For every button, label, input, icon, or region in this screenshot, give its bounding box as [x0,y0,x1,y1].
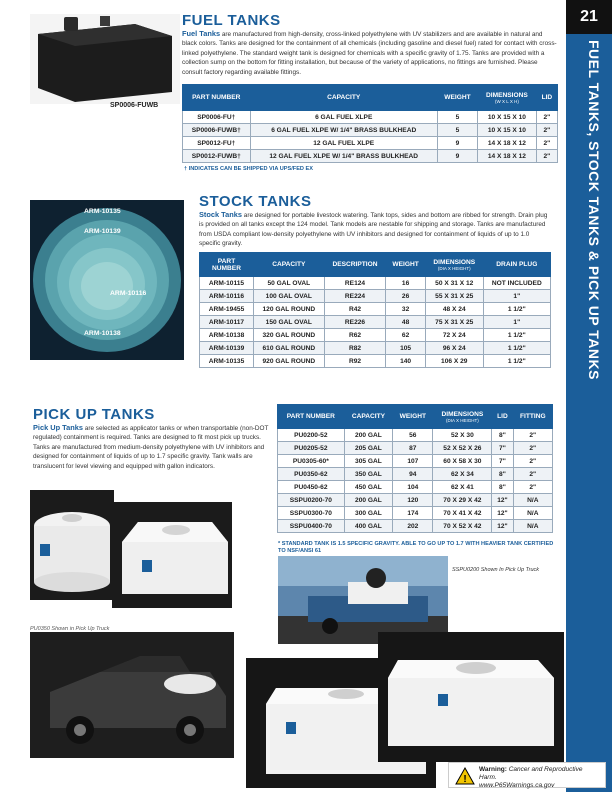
table-row [278,455,553,468]
stock-label-10135: ARM-10135 [84,208,121,215]
cell: 12 GAL FUEL XLPE [250,137,437,150]
cell: PU0205-52 [278,442,345,455]
cell: 2" [513,429,552,442]
cell: 106 X 29 [425,355,483,368]
cell: 52 X 30 [433,429,492,442]
cell: 2" [536,111,557,124]
cell: 120 [393,494,433,507]
cell: SP0006-FUWB† [183,124,251,137]
cell: 70 X 29 X 42 [433,494,492,507]
pickup-col-weight: WEIGHT [393,405,433,429]
fuel-image-label: SP0006-FUWB [110,102,159,109]
fuel-col-dimensions [478,85,537,111]
cell: 1 1/2" [483,342,550,355]
cell: RE224 [324,290,386,303]
cell: 75 X 31 X 25 [425,316,483,329]
pickup-col-lid: LID [492,405,513,429]
stock-col-drain: DRAIN PLUG [483,253,550,277]
cell: 2" [513,455,552,468]
warning-triangle-icon [455,767,475,785]
cell: ARM-10139 [200,342,254,355]
stock-text: are designed for portable livestock watering. Tank tops, sides and bottom are ribbed for strength. Drain plug is provided on all tanks except the 124 model. Tank models are nestable for shipping and storage. Tanks are manufactured from USDA compliant low-density polyethylene with UV inhibitors and designed for containment of liquids of up to 1.0 specific gravity. [199,212,548,248]
cell: PU0305-60* [278,455,345,468]
cell: R82 [324,342,386,355]
fuel-dim-label: DIMENSIONS [486,91,528,99]
cell: 32 [386,303,426,316]
table-row [278,481,553,494]
cell: 6 GAL FUEL XLPE W/ 1/4" BRASS BULKHEAD [250,124,437,137]
cell: N/A [513,520,552,533]
cell: 8" [492,468,513,481]
fuel-col-lid: LID [536,85,557,111]
cell: 8" [492,429,513,442]
cell: 320 GAL ROUND [254,329,325,342]
table-row [200,303,551,316]
pickup-tank-image-1 [30,490,114,600]
fuel-tank-illustration [30,14,180,104]
table-row [183,111,558,124]
pickup-dim-label: DIMENSIONS [441,410,484,418]
cell: 105 [386,342,426,355]
pickup-tank-illustration-4 [378,632,564,762]
cell: 50 X 31 X 12 [425,277,483,290]
cell: 12" [492,520,513,533]
cell: PU0200-52 [278,429,345,442]
pickup-table [277,404,553,533]
cell: 300 GAL [344,507,393,520]
cell: 12 GAL FUEL XLPE W/ 1/4" BRASS BULKHEAD [250,150,437,163]
cell: ARM-10135 [200,355,254,368]
table-row [200,290,551,303]
table-row [200,316,551,329]
fuel-tank-image [30,14,180,104]
cell: 1 1/2" [483,303,550,316]
stock-dim-label: DIMENSIONS [433,258,476,266]
cell: 1 1/2" [483,355,550,368]
cell: 107 [393,455,433,468]
warning-line-1 [479,766,601,782]
cell: ARM-10115 [200,277,254,290]
stock-col-capacity: CAPACITY [254,253,325,277]
table-row [200,329,551,342]
cell: 100 GAL OVAL [254,290,325,303]
cell: 70 X 41 X 42 [433,507,492,520]
pickup-note: * STANDARD TANK IS 1.5 SPECIFIC GRAVITY. ABLE TO GO UP TO 1.7 WITH HEAVIER TANK CERTIFIED TO NSF/ANSI 61 [278,541,554,554]
cell: 50 GAL OVAL [254,277,325,290]
page-number: 21 [566,0,612,34]
cell: RE226 [324,316,386,329]
stock-col-dimensions [425,253,483,277]
cell: R92 [324,355,386,368]
fuel-text: are manufactured from high-density, cross-linked polyethylene with UV stabilizers and are available in natural and black colors. Tanks are designed for the containment of all chemicals (including gasoline and diesel fuel) rated for contact with cross-linked polyethylene. The standard weight tank is designed for chemicals with a specific gravity of 1.75. Tanks are provided with a collection sump on the bottom for fitting installation, but because of the variety of applications, no fittings are furnished. Please consult factory regarding available fittings. [182,31,557,76]
stock-table-header [200,253,551,277]
table-row [278,442,553,455]
cell: 202 [393,520,433,533]
fuel-col-capacity: CAPACITY [250,85,437,111]
cell: 52 X 52 X 26 [433,442,492,455]
cell: 48 [386,316,426,329]
stock-table [199,252,551,368]
table-row [278,507,553,520]
cell: 150 GAL OVAL [254,316,325,329]
stock-dim-sub: (DIA X HEIGHT) [437,265,471,271]
fuel-table-header [183,85,558,111]
cell: 26 [386,290,426,303]
cell: 200 GAL [344,494,393,507]
cell: 120 GAL ROUND [254,303,325,316]
truck-illustration-1 [278,556,448,644]
cell: SP0012-FU† [183,137,251,150]
pickup-tank-illustration-2 [112,502,232,608]
pickup-col-part: PART NUMBER [278,405,345,429]
cell: 14 X 18 X 12 [478,137,537,150]
stock-col-part: PART NUMBER [200,253,254,277]
fuel-table [182,84,558,163]
fuel-lead: Fuel Tanks [182,29,221,38]
cell: SP0006-FU† [183,111,251,124]
cell: 48 X 24 [425,303,483,316]
cell: 610 GAL ROUND [254,342,325,355]
cell: 174 [393,507,433,520]
cell: 205 GAL [344,442,393,455]
cell: 87 [393,442,433,455]
svg-text:!: ! [463,774,467,785]
cell: 16 [386,277,426,290]
cell: 1" [483,290,550,303]
cell: ARM-19455 [200,303,254,316]
cell: 5 [437,111,477,124]
pickup-tank-image-2 [112,502,232,608]
fuel-col-weight: WEIGHT [437,85,477,111]
cell: RE124 [324,277,386,290]
cell: PU0350-62 [278,468,345,481]
cell: 10 X 15 X 10 [478,124,537,137]
cell: 305 GAL [344,455,393,468]
cell: 72 X 24 [425,329,483,342]
cell: SP0012-FUWB† [183,150,251,163]
cell: 12" [492,494,513,507]
warning-label: Warning: [479,766,507,773]
cell: 104 [393,481,433,494]
cell: 200 GAL [344,429,393,442]
table-row [278,429,553,442]
table-row [183,150,558,163]
warning-url[interactable]: www.P65Warnings.ca.gov [479,782,555,789]
cell: 2" [513,481,552,494]
pickup-dim-sub: (DIA X HEIGHT) [445,417,479,423]
cell: 14 X 18 X 12 [478,150,537,163]
stock-col-description: DESCRIPTION [324,253,386,277]
prop65-warning [448,762,606,788]
cell: ARM-10116 [200,290,254,303]
table-row [278,494,553,507]
truck-caption: SSPU0200 Shown In Pick Up Truck [452,567,540,573]
pickup-lead: Pick Up Tanks [33,423,83,432]
table-row [200,355,551,368]
cell: SSPU0300-70 [278,507,345,520]
cell: 1 1/2" [483,329,550,342]
cell: 2" [536,137,557,150]
cell: ARM-10138 [200,329,254,342]
cell: N/A [513,507,552,520]
stock-label-10116: ARM-10116 [110,290,147,297]
pickup-table-header [278,405,553,429]
pickup-col-fitting: FITTING [513,405,552,429]
pickup-tank-image-4 [378,632,564,762]
stock-col-weight: WEIGHT [386,253,426,277]
cell: 6 GAL FUEL XLPE [250,111,437,124]
table-row [278,520,553,533]
table-row [200,277,551,290]
cell: 56 [393,429,433,442]
pickup-truck-photo-2 [30,632,234,758]
cell: 2" [513,468,552,481]
cell: 9 [437,137,477,150]
cell: ARM-10117 [200,316,254,329]
cell: 9 [437,150,477,163]
left-caption: PU0350 Shown in Pick Up Truck [30,626,110,632]
pickup-col-dimensions [433,405,492,429]
cell: SSPU0400-70 [278,520,345,533]
stock-description [199,210,549,249]
cell: N/A [513,494,552,507]
cell: 7" [492,442,513,455]
stock-lead: Stock Tanks [199,210,242,219]
pickup-col-capacity: CAPACITY [344,405,393,429]
cell: PU0450-62 [278,481,345,494]
cell: 96 X 24 [425,342,483,355]
fuel-col-part: PART NUMBER [183,85,251,111]
side-title: FUEL TANKS, STOCK TANKS & PICK UP TANKS [586,40,602,380]
fuel-description [182,29,558,77]
fuel-dim-sub: (W X L X H) [494,98,519,104]
cell: 2" [513,442,552,455]
cell: 55 X 31 X 25 [425,290,483,303]
cell: 5 [437,124,477,137]
cell: 140 [386,355,426,368]
cell: 62 X 34 [433,468,492,481]
pickup-text: are selected as applicator tanks or when transportable (non-DOT regulated) containment is required. Tanks are designed to fit most pick up trucks. Tanks are manufactured from medium-density polyethylene with UV inhibitors and designed for containment of liquids of up to 1.7 specific gravity. Tank walls are translucent for level viewing and equipped with gallon indicators. [33,425,269,470]
pickup-truck-photo-1 [278,556,448,644]
warning-text: Cancer and Reproductive Harm. [479,766,583,781]
stock-label-10138: ARM-10138 [84,330,121,337]
table-row [278,468,553,481]
truck-illustration-2 [30,632,234,758]
cell: 62 X 41 [433,481,492,494]
pickup-tank-illustration-1 [30,490,114,600]
cell: 94 [393,468,433,481]
cell: R42 [324,303,386,316]
cell: SSPU0200-70 [278,494,345,507]
cell: 62 [386,329,426,342]
cell: 400 GAL [344,520,393,533]
cell: NOT INCLUDED [483,277,550,290]
cell: 8" [492,481,513,494]
table-row [183,124,558,137]
stock-label-10139: ARM-10139 [84,228,121,235]
cell: 450 GAL [344,481,393,494]
cell: 1" [483,316,550,329]
pickup-title: PICK UP TANKS [33,406,155,423]
fuel-note: † INDICATES CAN BE SHIPPED VIA UPS/FED EX [184,166,313,172]
cell: 2" [536,150,557,163]
cell: 70 X 52 X 42 [433,520,492,533]
cell: 350 GAL [344,468,393,481]
cell: R62 [324,329,386,342]
table-row [183,137,558,150]
cell: 60 X 58 X 30 [433,455,492,468]
cell: 12" [492,507,513,520]
cell: 2" [536,124,557,137]
pickup-description [33,423,273,471]
fuel-title: FUEL TANKS [182,12,281,29]
table-row [200,342,551,355]
cell: 920 GAL ROUND [254,355,325,368]
stock-title: STOCK TANKS [199,193,312,210]
cell: 7" [492,455,513,468]
cell: 10 X 15 X 10 [478,111,537,124]
